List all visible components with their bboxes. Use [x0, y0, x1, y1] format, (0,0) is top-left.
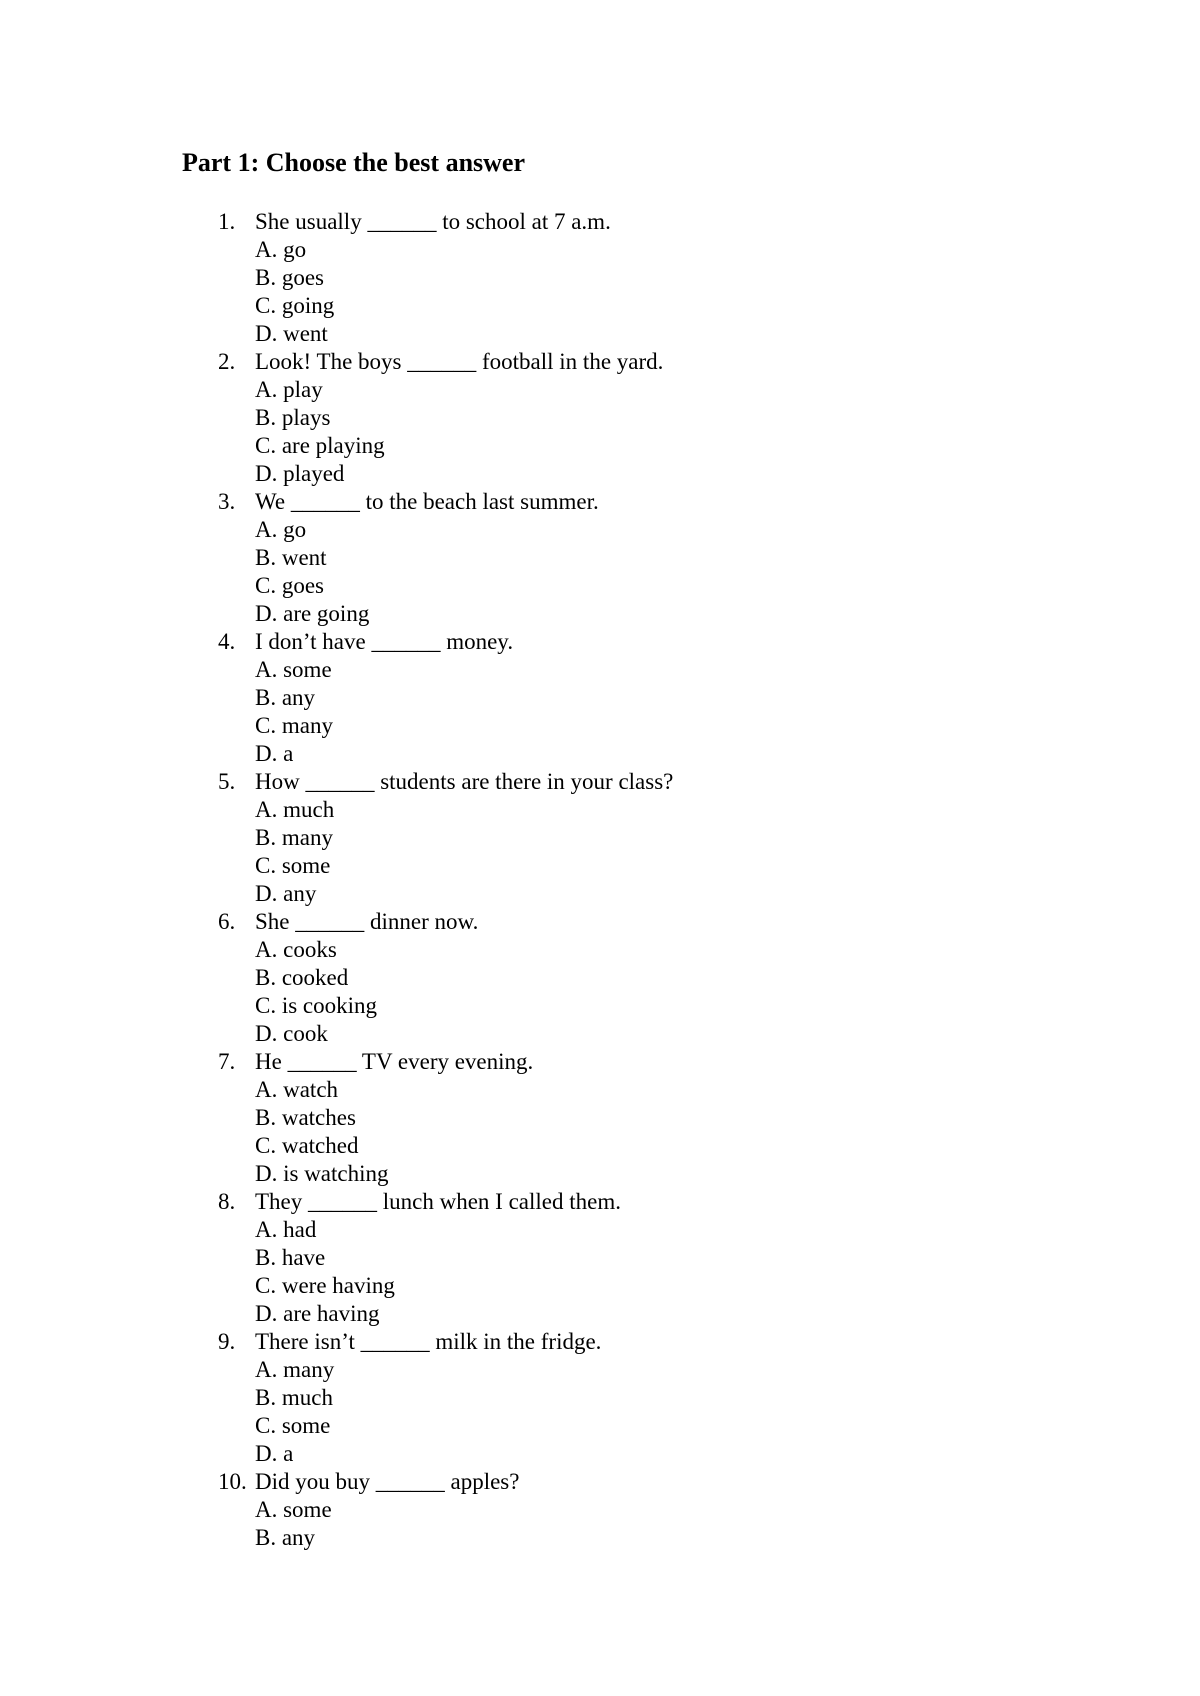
question-text: How ______ students are there in your class? — [255, 769, 674, 794]
answer-option: D. a — [255, 1441, 294, 1466]
question-item — [218, 768, 673, 908]
question-item — [218, 1468, 673, 1552]
answer-option: D. is watching — [255, 1161, 389, 1186]
answer-option: A. some — [255, 1497, 332, 1522]
question-line — [218, 768, 673, 796]
question-number: 5. — [218, 769, 236, 794]
answer-option: C. are playing — [255, 433, 385, 458]
answer-options — [218, 1076, 673, 1188]
question-line — [218, 1048, 673, 1076]
question-item — [218, 208, 673, 348]
answer-option: D. any — [255, 881, 317, 906]
answer-option: B. watches — [255, 1105, 356, 1130]
answer-options — [218, 516, 673, 628]
question-line — [218, 208, 673, 236]
answer-option: B. have — [255, 1245, 326, 1270]
question-line — [218, 1328, 673, 1356]
answer-options — [218, 656, 673, 768]
question-line — [218, 908, 673, 936]
answer-option: A. much — [255, 797, 335, 822]
question-line — [218, 628, 673, 656]
question-number: 2. — [218, 349, 236, 374]
answer-option: C. going — [255, 293, 335, 318]
answer-options — [218, 1216, 673, 1328]
answer-options — [218, 1356, 673, 1468]
answer-option: A. had — [255, 1217, 317, 1242]
question-text: We ______ to the beach last summer. — [255, 489, 599, 514]
question-text: He ______ TV every evening. — [255, 1049, 534, 1074]
answer-option: A. many — [255, 1357, 335, 1382]
answer-option: C. were having — [255, 1273, 395, 1298]
answer-options — [218, 796, 673, 908]
question-line — [218, 1188, 673, 1216]
question-number: 10. — [218, 1469, 247, 1494]
answer-option: D. are going — [255, 601, 370, 626]
answer-options — [218, 236, 673, 348]
question-item — [218, 1188, 673, 1328]
question-item — [218, 628, 673, 768]
question-text: She ______ dinner now. — [255, 909, 479, 934]
answer-option: C. watched — [255, 1133, 359, 1158]
answer-option: B. plays — [255, 405, 331, 430]
question-text: I don’t have ______ money. — [255, 629, 514, 654]
answer-option: A. play — [255, 377, 323, 402]
question-text: There isn’t ______ milk in the fridge. — [255, 1329, 602, 1354]
answer-option: D. a — [255, 741, 294, 766]
answer-option: C. is cooking — [255, 993, 378, 1018]
answer-options — [218, 1496, 673, 1552]
question-number: 1. — [218, 209, 236, 234]
answer-option: B. any — [255, 685, 316, 710]
question-text: Look! The boys ______ football in the yard. — [255, 349, 664, 374]
answer-option: B. went — [255, 545, 327, 570]
answer-option: C. some — [255, 853, 331, 878]
answer-options — [218, 376, 673, 488]
question-item — [218, 1328, 673, 1468]
answer-option: C. some — [255, 1413, 331, 1438]
question-line — [218, 488, 673, 516]
part-title: Part 1: Choose the best answer — [182, 148, 526, 177]
question-text: She usually ______ to school at 7 a.m. — [255, 209, 611, 234]
answer-option: B. many — [255, 825, 333, 850]
question-text: They ______ lunch when I called them. — [255, 1189, 621, 1214]
answer-option: B. much — [255, 1385, 333, 1410]
question-number: 9. — [218, 1329, 236, 1354]
answer-option: C. goes — [255, 573, 324, 598]
question-number: 8. — [218, 1189, 236, 1214]
answer-option: B. any — [255, 1525, 316, 1550]
question-line — [218, 1468, 673, 1496]
answer-options — [218, 936, 673, 1048]
question-text: Did you buy ______ apples? — [255, 1469, 520, 1494]
answer-option: C. many — [255, 713, 333, 738]
answer-option: A. watch — [255, 1077, 339, 1102]
answer-option: A. some — [255, 657, 332, 682]
answer-option: A. cooks — [255, 937, 337, 962]
question-number: 6. — [218, 909, 236, 934]
answer-option: A. go — [255, 237, 307, 262]
answer-option: A. go — [255, 517, 307, 542]
question-item — [218, 908, 673, 1048]
question-number: 4. — [218, 629, 236, 654]
answer-option: B. cooked — [255, 965, 349, 990]
answer-option: D. played — [255, 461, 345, 486]
question-item — [218, 1048, 673, 1188]
question-line — [218, 348, 673, 376]
question-number: 3. — [218, 489, 236, 514]
question-item — [218, 488, 673, 628]
answer-option: D. are having — [255, 1301, 380, 1326]
question-item — [218, 348, 673, 488]
answer-option: B. goes — [255, 265, 324, 290]
question-list — [218, 208, 673, 1552]
question-number: 7. — [218, 1049, 236, 1074]
answer-option: D. cook — [255, 1021, 328, 1046]
answer-option: D. went — [255, 321, 328, 346]
